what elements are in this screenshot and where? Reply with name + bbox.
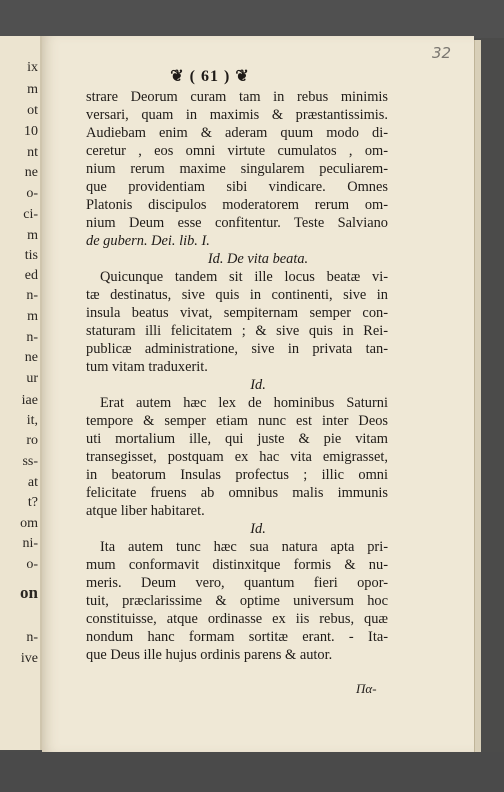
text-line: Platonis discipulos moderatorem rerum om- xyxy=(86,197,388,213)
text-line: uti mortalium ille, qui juste & pie vitam xyxy=(86,431,388,447)
text-line: publicæ administratione, sive in privata tan- xyxy=(86,341,388,357)
left-page-fragment: ot xyxy=(27,103,38,118)
text-line: nium rerum maxime singularem peculiarem- xyxy=(86,161,388,177)
left-page-fragment: at xyxy=(27,475,38,490)
left-page-fragment: ni- xyxy=(22,536,38,551)
text-line: transegisset, postquam ex hac vita emigrasset, xyxy=(86,449,388,465)
corner-page-note: 32 xyxy=(432,44,452,62)
text-line: nondum hanc formam sortitæ erant. - Ita- xyxy=(86,629,388,645)
text-line: versari, quam in maximis & præstantissimis. xyxy=(86,107,388,123)
text-line: Audiebam enim & aderam quum modo di- xyxy=(86,125,388,141)
left-page-fragment: o- xyxy=(26,557,38,572)
page-header xyxy=(150,66,270,86)
text-line: tempore & semper etiam nunc est inter Deos xyxy=(86,413,388,429)
left-page-fragment: ix xyxy=(27,60,38,75)
left-page-fragment: ne xyxy=(24,165,38,180)
left-page-fragment: m xyxy=(27,82,38,97)
left-page-fragment: it, xyxy=(26,413,38,428)
left-page-fragment: ur xyxy=(26,371,38,386)
text-line: meris. Deum vero, quantum fieri opor- xyxy=(86,575,388,591)
section-heading: Id. De vita beata. xyxy=(207,251,309,267)
left-page-fragment: t? xyxy=(27,495,38,510)
text-line: atque liber habitaret. xyxy=(86,503,205,519)
text-line: que providentiam sibi vindicare. Omnes xyxy=(86,179,388,195)
viewer-top-bar xyxy=(0,0,504,38)
left-page-fragment: 10 xyxy=(24,124,38,139)
left-page-fragment: ro xyxy=(26,433,38,448)
text-line: Ita autem tunc hæc sua natura apta pri- xyxy=(100,539,388,555)
section-heading: Id. xyxy=(250,521,266,537)
text-line: nium Deum esse confitentur. Teste Salviano xyxy=(86,215,388,231)
left-page-fragment: n- xyxy=(26,330,38,345)
text-line: tum vitam traduxerit. xyxy=(86,359,208,375)
left-page-fragment: iae xyxy=(21,393,38,408)
left-page-fragment: nt xyxy=(27,145,38,160)
text-line: insula beatus vivat, sempiternam semper con- xyxy=(86,305,388,321)
text-line: de gubern. Dei. lib. I. xyxy=(86,233,210,249)
left-facing-page xyxy=(0,36,42,750)
text-line: felicitate fruens ab omnibus malis immunis xyxy=(86,485,388,501)
page-number: ( 61 ) xyxy=(189,68,231,85)
left-page-fragment: o- xyxy=(26,186,38,201)
section-heading: Id. xyxy=(250,377,266,393)
text-line: ceretur , eos omni virtute cumulatos , om- xyxy=(86,143,388,159)
left-page-fragment: ive xyxy=(20,651,38,666)
text-line: que Deus ille hujus ordinis parens & autor. xyxy=(86,647,333,663)
text-line: Erat autem hæc lex de hominibus Saturni xyxy=(100,395,388,411)
text-line: mum conformavit distinxitque formis & nu- xyxy=(86,557,388,573)
text-line: strare Deorum curam tam in rebus minimis xyxy=(86,89,388,105)
left-page-fragment: n- xyxy=(26,630,38,645)
header-ornament-right-icon: ❦ xyxy=(230,68,250,85)
text-line: tæ destinatus, sive quis in continenti, sive in xyxy=(86,287,388,303)
left-page-fragment: tis xyxy=(24,248,38,263)
page-edge xyxy=(474,40,481,752)
left-page-fragment: n- xyxy=(26,288,38,303)
text-line: Quicunque tandem sit ille locus beatæ vi- xyxy=(100,269,388,285)
catchword: Πα- xyxy=(356,681,377,696)
text-line: tuit, præclarissime & optime universum hoc xyxy=(86,593,388,609)
left-page-fragment: m xyxy=(27,228,38,243)
header-ornament-left-icon: ❦ xyxy=(170,68,190,85)
text-line: constituisse, atque ordinasse ex iis rebus, quæ xyxy=(86,611,388,627)
left-page-fragment: m xyxy=(27,309,38,324)
left-page-fragment: ed xyxy=(24,268,38,283)
left-page-fragment: ss- xyxy=(22,454,38,469)
left-page-fragment: ci- xyxy=(23,207,38,222)
left-page-fragment: on xyxy=(20,583,38,602)
left-page-fragment: om xyxy=(20,516,38,531)
viewer-bottom-bar xyxy=(0,752,504,792)
left-page-fragment: ne xyxy=(24,350,38,365)
text-line: staturam illi felicitatem ; & sive quis in Rei- xyxy=(86,323,388,339)
text-line: in beatorum Insulas profectus ; illic omni xyxy=(86,467,388,483)
